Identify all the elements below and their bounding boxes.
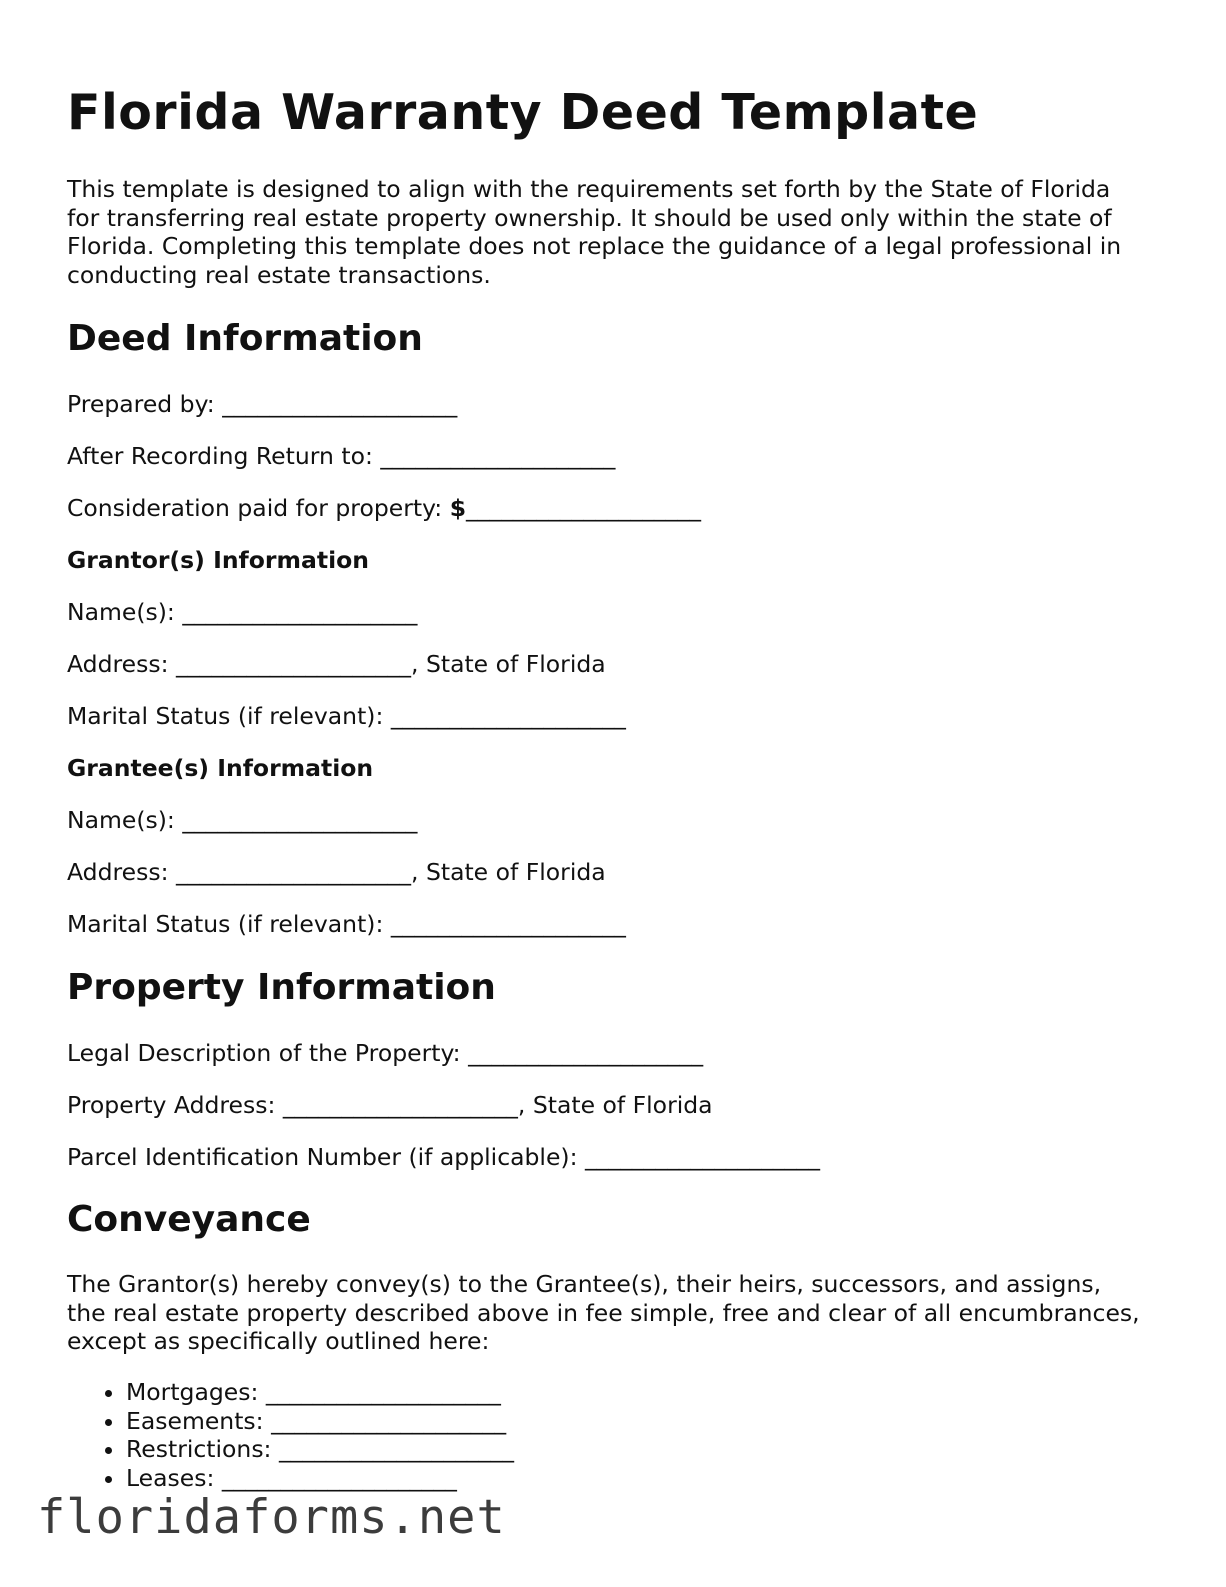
consideration-blank[interactable]: ____________________ bbox=[466, 494, 702, 522]
grantor-heading: Grantor(s) Information bbox=[67, 546, 370, 574]
property-address-field bbox=[67, 1091, 713, 1119]
watermark: floridaforms.net bbox=[37, 1490, 506, 1545]
grantee-names-blank[interactable]: ____________________ bbox=[182, 806, 418, 834]
grantor-address-field bbox=[67, 650, 606, 678]
restrictions-blank[interactable]: ____________________ bbox=[278, 1435, 514, 1463]
property-state-suffix: , State of Florida bbox=[517, 1091, 713, 1119]
grantee-marital-blank[interactable]: ____________________ bbox=[390, 910, 626, 938]
grantor-names-blank[interactable]: ____________________ bbox=[182, 598, 418, 626]
grantor-state-suffix: , State of Florida bbox=[411, 650, 606, 678]
property-address-blank[interactable]: ____________________ bbox=[282, 1091, 518, 1119]
grantor-marital-field bbox=[67, 702, 626, 730]
consideration-label: Consideration paid for property: bbox=[67, 494, 443, 522]
leases-label: Leases: bbox=[126, 1463, 215, 1492]
leases-blank[interactable]: ____________________ bbox=[221, 1463, 457, 1492]
page-title: Florida Warranty Deed Template bbox=[67, 84, 979, 141]
prepared-by-field bbox=[67, 390, 457, 418]
return-to-label: After Recording Return to: bbox=[67, 442, 373, 470]
encumbrance-list bbox=[67, 1378, 514, 1492]
conveyance-heading: Conveyance bbox=[67, 1199, 311, 1240]
list-item bbox=[126, 1378, 514, 1407]
grantee-heading: Grantee(s) Information bbox=[67, 754, 374, 782]
prepared-by-label: Prepared by: bbox=[67, 390, 215, 418]
legal-description-label: Legal Description of the Property: bbox=[67, 1039, 461, 1067]
grantee-address-field bbox=[67, 858, 606, 886]
mortgages-blank[interactable]: ____________________ bbox=[265, 1378, 501, 1406]
property-address-label: Property Address: bbox=[67, 1091, 276, 1119]
easements-label: Easements: bbox=[126, 1406, 264, 1435]
restrictions-label: Restrictions: bbox=[126, 1435, 272, 1463]
parcel-id-field bbox=[67, 1143, 820, 1171]
grantor-names-label: Name(s): bbox=[67, 598, 175, 626]
grantee-names-field bbox=[67, 806, 417, 834]
grantee-names-label: Name(s): bbox=[67, 806, 175, 834]
grantor-address-label: Address: bbox=[67, 650, 169, 678]
grantee-address-label: Address: bbox=[67, 858, 169, 886]
grantor-marital-label: Marital Status (if relevant): bbox=[67, 702, 384, 730]
conveyance-paragraph: The Grantor(s) hereby convey(s) to the Grantee(s), their heirs, successors, and assigns, the real estate property described above in fee simple, free and clear of all encumbrances, except as specifically outlined here: bbox=[67, 1270, 1140, 1355]
mortgages-label: Mortgages: bbox=[126, 1378, 259, 1406]
grantee-marital-field bbox=[67, 910, 626, 938]
list-item bbox=[126, 1435, 514, 1464]
dollar-sign: $ bbox=[449, 494, 467, 522]
consideration-field bbox=[67, 494, 701, 522]
list-item bbox=[126, 1464, 514, 1493]
grantor-marital-blank[interactable]: ____________________ bbox=[390, 702, 626, 730]
grantee-marital-label: Marital Status (if relevant): bbox=[67, 910, 384, 938]
legal-description-field bbox=[67, 1039, 703, 1067]
return-to-blank[interactable]: ____________________ bbox=[380, 442, 616, 470]
grantor-address-blank[interactable]: ____________________ bbox=[176, 650, 411, 678]
list-item bbox=[126, 1407, 514, 1436]
return-to-field bbox=[67, 442, 615, 470]
intro-paragraph: This template is designed to align with the requirements set forth by the State of Florida for transferring real estate property ownership. It should be used only within the state of Florida. Completing this template does not replace the guidance of a legal professional in conducting real estate transactions. bbox=[67, 175, 1122, 289]
parcel-id-blank[interactable]: ____________________ bbox=[585, 1143, 820, 1171]
easements-blank[interactable]: ____________________ bbox=[271, 1406, 507, 1435]
prepared-by-blank[interactable]: ____________________ bbox=[222, 390, 458, 418]
legal-description-blank[interactable]: ____________________ bbox=[468, 1039, 704, 1067]
grantor-names-field bbox=[67, 598, 417, 626]
property-information-heading: Property Information bbox=[67, 967, 496, 1008]
grantee-address-blank[interactable]: ____________________ bbox=[176, 858, 411, 886]
deed-information-heading: Deed Information bbox=[67, 318, 423, 359]
parcel-id-label: Parcel Identification Number (if applicable): bbox=[67, 1143, 578, 1171]
grantee-state-suffix: , State of Florida bbox=[411, 858, 606, 886]
